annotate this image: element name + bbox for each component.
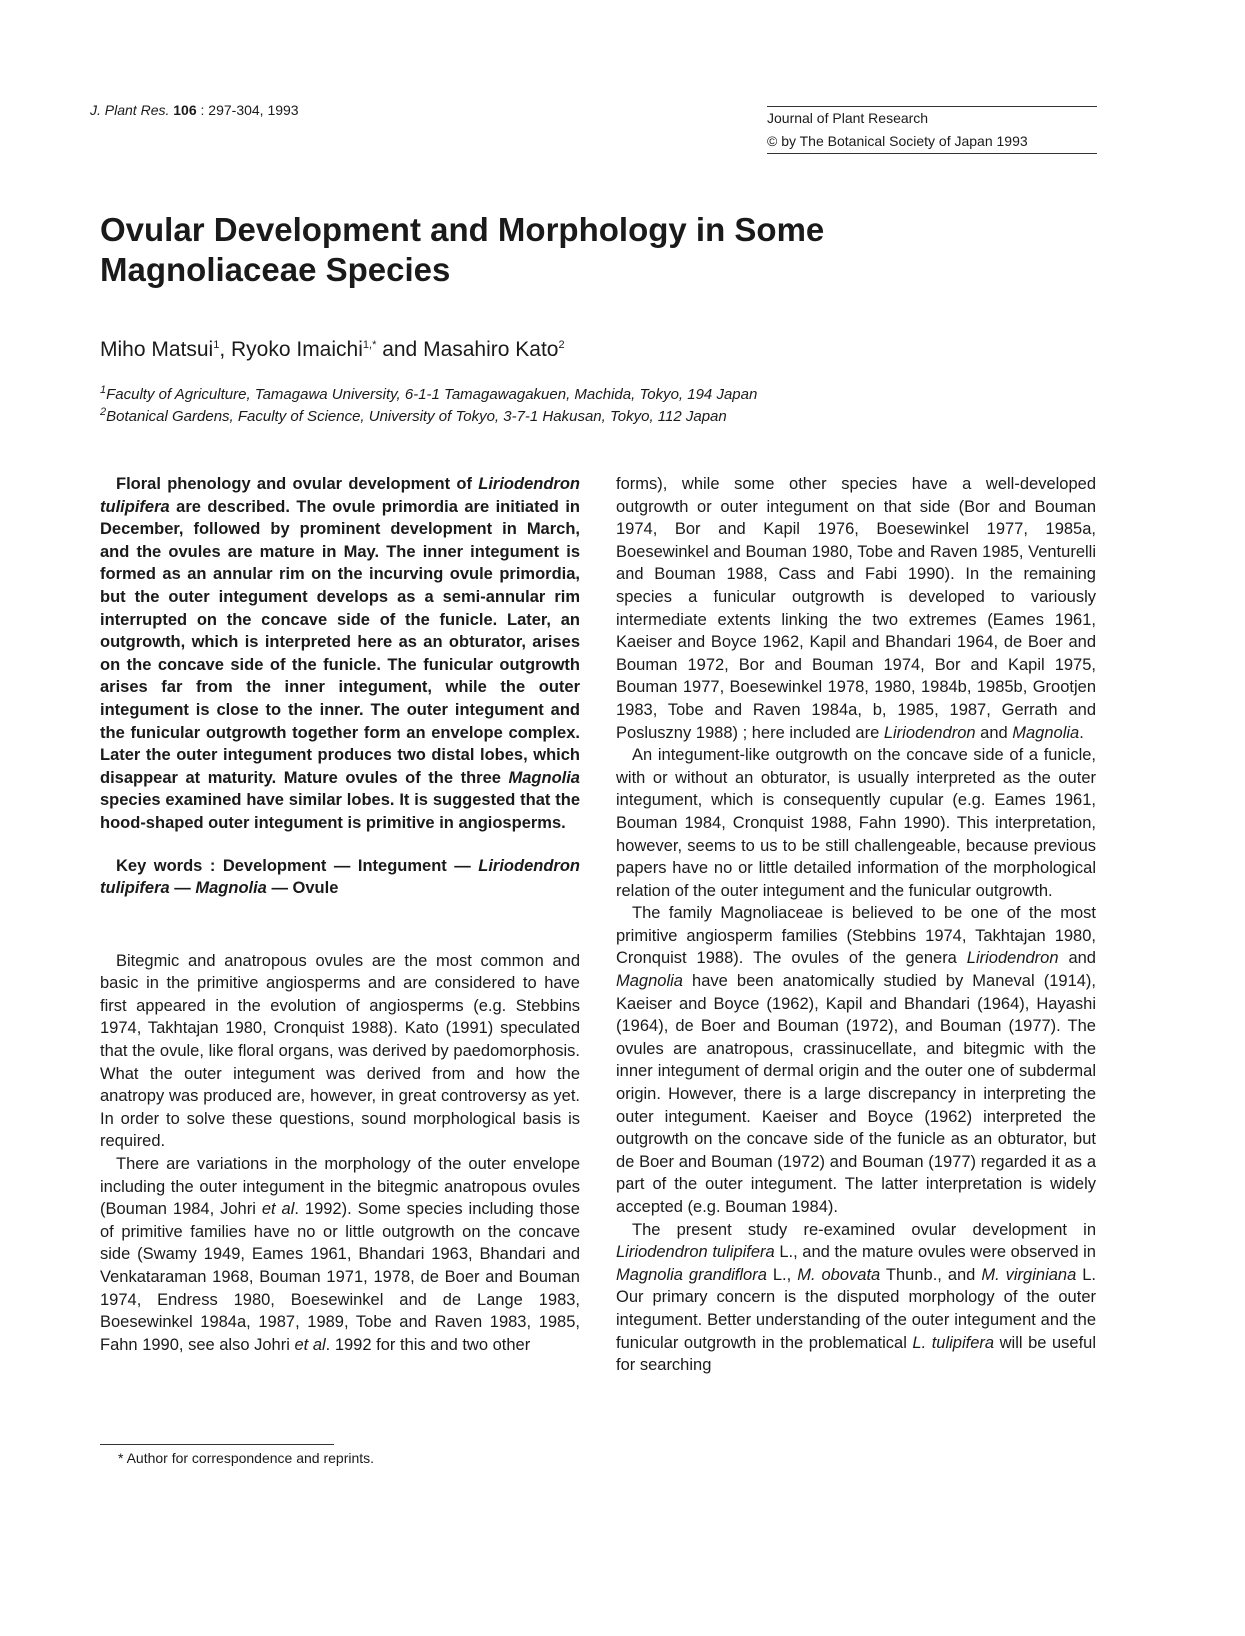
author-separator: , — [219, 338, 231, 361]
citation-line — [90, 102, 299, 118]
affiliation-1 — [100, 384, 757, 403]
author-name: Masahiro Kato — [423, 338, 559, 361]
intro-paragraph-2 — [100, 1153, 580, 1356]
affil-text: Botanical Gardens, Faculty of Science, University of Tokyo, 3-7-1 Hakusan, Tokyo, 112 Japan — [106, 408, 727, 425]
affil-text: Faculty of Agriculture, Tamagawa University, 6-1-1 Tamagawagakuen, Machida, Tokyo, 194 Japan — [106, 386, 758, 403]
left-column — [100, 473, 580, 1356]
body-italic: M. obovata — [797, 1265, 881, 1284]
author-name: Ryoko Imaichi — [231, 338, 363, 361]
right-column — [616, 473, 1096, 1377]
author-list — [100, 338, 565, 362]
body-text: have been anatomically studied by Maneval (1914), Kaeiser and Boyce (1962), Kapil and Bhandari (1964), Hayashi (1964), de Boer and Bouman (1972), and Bouman (1977). The ovules are anatropous, crassinucellate, and bitegmic with the inner integument of dermal origin and the outer one of subdermal origin. However, there is a large discrepancy in interpreting the outer integument. Kaeiser and Boyce (1962) interpreted the outgrowth on the concave side of the funicle as an obturator, but de Boer and Bouman (1972) and Bouman (1977) regarded it as a part of the outer integument. The latter interpretation is widely accepted (e.g. Bouman 1984). — [616, 972, 1096, 1216]
body-text: L., and the mature ovules were observed in — [774, 1243, 1096, 1262]
intro-paragraph-5 — [616, 1219, 1096, 1377]
body-text: . 1992). Some species including those of primitive families have no or little outgrowth on the concave side (Swamy 1949, Eames 1961, Bhandari 1963, Bhandari and Venkataraman 1968, Bouman 1971, 1978, de Boer and Bouman 1974, Endress 1980, Boesewinkel and de Lange 1983, Boesewinkel 1984a, 1987, 1989, Tobe and Raven 1983, 1985, Fahn 1990, see also Johri — [100, 1200, 580, 1354]
keywords — [100, 855, 580, 900]
body-text: The family Magnoliaceae is believed to be one of the most primitive angiosperm families (Stebbins 1974, Takhtajan 1980, Cronquist 1988). The ovules of the genera — [616, 904, 1096, 968]
affiliation-2 — [100, 406, 727, 425]
journal-name: Journal of Plant Research — [767, 110, 929, 126]
intro-paragraph-4 — [616, 902, 1096, 1218]
body-italic: M. virginiana — [981, 1265, 1077, 1284]
body-italic: L. tulipifera — [912, 1333, 995, 1352]
abstract-text: Floral phenology and ovular development of — [116, 475, 479, 493]
keywords-genus: Magnolia — [195, 879, 267, 898]
body-text: . — [1079, 723, 1084, 742]
affil-mark: 1 — [100, 384, 107, 396]
author-affil-mark: 2 — [558, 339, 565, 351]
volume-number: 106 — [173, 102, 197, 118]
intro-paragraph-2-continued — [616, 473, 1096, 744]
body-text: and — [1058, 949, 1096, 968]
body-italic: Magnolia — [616, 972, 683, 991]
author-affil-mark: 1,* — [362, 339, 377, 351]
abstract-text: species examined have similar lobes. It is suggested that the hood-shaped outer integument is primitive in angiosperms. — [100, 791, 580, 832]
keywords-label: Key words : — [116, 856, 223, 875]
intro-paragraph-1: Bitegmic and anatropous ovules are the most common and basic in the primitive angiosperms and are considered to have first appeared in the evolution of angiosperms (e.g. Stebbins 1974, Takhtajan 1980, Cronquist 1988). Kato (1991) speculated that the ovule, like floral organs, was derived by paedomorphosis. What the outer integument was derived from and how the anatropy was produced are, however, in great controversy as yet. In order to solve these questions, sound morphological basis is required. — [100, 951, 580, 1151]
body-text: will be useful for searching — [616, 1333, 1096, 1375]
body-italic: Liriodendron tulipifera — [616, 1243, 775, 1262]
body-text: L. Our primary concern is the disputed morphology of the outer integument. Better understanding of the outer integument and the funicular outgrowth in the problematical — [616, 1265, 1097, 1352]
abstract-genus: Magnolia — [508, 768, 580, 787]
abstract — [100, 473, 580, 835]
keywords-text: — Ovule — [266, 879, 339, 898]
footnote-rule — [100, 1444, 334, 1445]
paper-title: Ovular Development and Morphology in Some Magnoliaceae Species — [100, 211, 825, 288]
body-italic: et al — [261, 1200, 295, 1219]
journal-abbrev: J. Plant Res. — [90, 102, 170, 118]
author-separator: and — [376, 338, 424, 361]
body-italic: et al — [294, 1335, 326, 1354]
copyright-line: © by The Botanical Society of Japan 1993 — [767, 133, 1028, 149]
body-italic: Magnolia grandiflora — [616, 1265, 767, 1284]
body-text: There are variations in the morphology of the outer envelope including the outer integument in the bitegmic anatropous ovules (Bouman 1984, Johri — [100, 1155, 580, 1219]
abstract-text: are described. The ovule primordia are initiated in December, followed by prominent development in March, and the ovules are mature in May. The inner integument is formed as an annular rim on the incurving ovule primordia, but the outer integument develops as a semi-annular rim interrupted on the concave side of the funicle. Later, an outgrowth, which is interpreted here as an obturator, arises on the concave side of the funicle. The funicular outgrowth arises far from the inner integument, while the outer integument is close to the inner. The outer integument and the funicular outgrowth together form an envelope complex. Later the outer integument produces two distal lobes, which disappear at maturity. Mature ovules of the three — [100, 497, 580, 787]
affil-mark: 2 — [100, 406, 107, 418]
keywords-text: — — [169, 879, 196, 898]
keywords-text: Development — Integument — — [222, 856, 479, 875]
body-text: forms), while some other species have a well-developed outgrowth or outer integument on that side (Bor and Bouman 1974, Bor and Kapil 1976, Boesewinkel 1977, 1985a, Boesewinkel and Bouman 1980, Tobe and Raven 1985, Venturelli and Bouman 1988, Cass and Fabi 1990). In the remaining species a funicular outgrowth is developed to variously intermediate extents linking the two extremes (Eames 1961, Kaeiser and Boyce 1962, Kapil and Bhandari 1964, de Boer and Bouman 1972, Bor and Bouman 1974, Bor and Kapil 1975, Bouman 1977, Boesewinkel 1978, 1980, 1984b, 1985b, Grootjen 1983, Tobe and Raven 1984a, b, 1985, 1987, Gerrath and Posluszny 1988) ; here included are — [616, 475, 1096, 742]
body-italic: Liriodendron — [883, 723, 976, 742]
abstract-species: Liriodendron tulipifera — [100, 475, 580, 516]
journal-box — [767, 106, 1097, 154]
body-text: The present study re-examined ovular development in — [632, 1220, 1096, 1239]
footnote: * Author for correspondence and reprints. — [118, 1450, 375, 1466]
body-italic: Magnolia — [1012, 723, 1080, 742]
body-text: and — [975, 723, 1013, 742]
body-text: Thunb., and — [880, 1265, 982, 1284]
body-italic: Liriodendron — [966, 949, 1059, 968]
body-text: L., — [766, 1265, 798, 1284]
keywords-species: Liriodendron tulipifera — [100, 856, 581, 898]
author-affil-mark: 1 — [213, 339, 220, 351]
intro-paragraph-3: An integument-like outgrowth on the concave side of a funicle, with or without an obturator, is usually interpreted as the outer integument, which is consequently cupular (e.g. Eames 1961, Bouman 1984, Cronquist 1988, Fahn 1990). This interpretation, however, seems to us to be still challengeable, because previous papers have no or little detailed information of the morphological relation of the outer integument and the funicular outgrowth. — [616, 746, 1096, 900]
author-name: Miho Matsui — [100, 338, 214, 361]
journal-box-bottom-rule — [767, 153, 1097, 154]
page-range: : 297-304, 1993 — [196, 102, 299, 118]
body-text: . 1992 for this and two other — [325, 1335, 531, 1354]
